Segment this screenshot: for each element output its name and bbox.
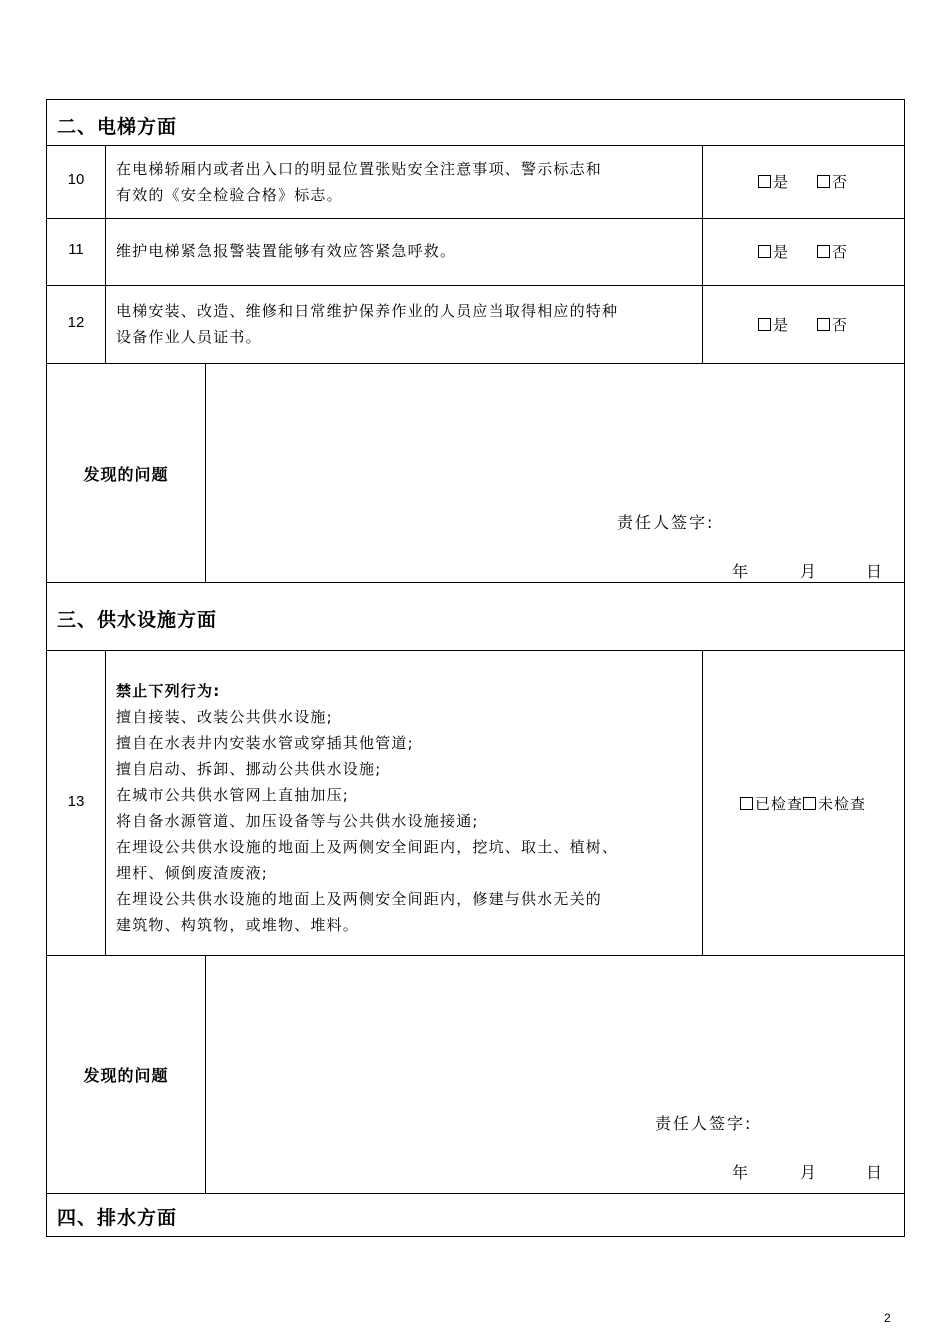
col-divider	[205, 363, 206, 582]
item-text	[116, 156, 696, 208]
section-title-drainage: 四、排水方面	[57, 1207, 178, 1229]
row-divider	[46, 218, 905, 219]
checked-options	[703, 793, 903, 814]
checkbox-yes[interactable]	[758, 175, 771, 188]
item-text	[116, 238, 696, 264]
item-line: 将自备水源管道、加压设备等与公共供水设施接通;	[116, 812, 479, 830]
checkbox-no[interactable]	[817, 318, 830, 331]
col-divider	[105, 145, 106, 363]
date-year-label: 年	[732, 1163, 749, 1182]
checkbox-checked[interactable]	[740, 797, 753, 810]
section-title-elevator: 二、电梯方面	[57, 116, 178, 138]
item-line: 在电梯轿厢内或者出入口的明显位置张贴安全注意事项、警示标志和	[116, 160, 603, 178]
problems-label: 发现的问题	[83, 1066, 169, 1085]
yes-no-options	[703, 314, 903, 335]
option-no-label: 否	[832, 316, 849, 334]
row-divider	[46, 582, 905, 583]
checkbox-yes[interactable]	[758, 245, 771, 258]
yes-no-options	[703, 171, 903, 192]
item-number: 11	[68, 241, 84, 258]
yes-no-options	[703, 241, 903, 262]
checkbox-no[interactable]	[817, 175, 830, 188]
col-divider	[105, 650, 106, 955]
option-checked-label: 已检查	[754, 795, 803, 813]
option-unchecked-label: 未检查	[818, 795, 867, 813]
option-no-label: 否	[832, 173, 849, 191]
item-text	[116, 298, 696, 350]
item-line: 擅自启动、拆卸、挪动公共供水设施;	[116, 760, 382, 778]
item-line: 在城市公共供水管网上直抽加压;	[116, 786, 350, 804]
problems-label: 发现的问题	[83, 465, 169, 484]
item-line: 建筑物、构筑物，或堆物、堆料。	[116, 916, 360, 934]
row-divider	[46, 650, 905, 651]
option-no-label: 否	[832, 243, 849, 261]
checkbox-unchecked[interactable]	[803, 797, 816, 810]
item-line: 在埋设公共供水设施的地面上及两侧安全间距内，挖坑、取土、植树、	[116, 838, 619, 856]
section-title-water-supply: 三、供水设施方面	[57, 609, 218, 631]
row-divider	[46, 1193, 905, 1194]
item-line: 有效的《安全检验合格》标志。	[116, 186, 343, 204]
option-yes-label: 是	[772, 173, 789, 191]
item-text	[116, 678, 696, 938]
item-line: 埋杆、倾倒废渣废液;	[116, 864, 269, 882]
item-line: 维护电梯紧急报警装置能够有效应答紧急呼救。	[116, 242, 457, 260]
col-divider	[205, 955, 206, 1193]
option-yes-label: 是	[772, 316, 789, 334]
row-divider	[46, 955, 905, 956]
date-year-label: 年	[732, 562, 749, 581]
item-number: 10	[67, 171, 85, 188]
item-heading: 禁止下列行为:	[116, 682, 221, 700]
row-divider	[46, 285, 905, 286]
item-line: 设备作业人员证书。	[116, 328, 262, 346]
date-day-label: 日	[866, 1163, 883, 1182]
responsible-signature-label[interactable]: 责任人签字:	[655, 1114, 753, 1133]
item-line: 电梯安装、改造、维修和日常维护保养作业的人员应当取得相应的特种	[116, 302, 619, 320]
date-month-label: 月	[800, 562, 817, 581]
item-line: 擅自接装、改装公共供水设施;	[116, 708, 333, 726]
responsible-signature-label[interactable]: 责任人签字:	[617, 513, 715, 532]
date-month-label: 月	[800, 1163, 817, 1182]
date-day-label: 日	[866, 562, 883, 581]
checkbox-yes[interactable]	[758, 318, 771, 331]
item-number: 12	[67, 314, 85, 331]
page-number: 2	[884, 1311, 891, 1325]
row-divider	[46, 145, 905, 146]
item-line: 擅自在水表井内安装水管或穿插其他管道;	[116, 734, 414, 752]
item-line: 在埋设公共供水设施的地面上及两侧安全间距内，修建与供水无关的	[116, 890, 603, 908]
checkbox-no[interactable]	[817, 245, 830, 258]
item-number: 13	[67, 793, 85, 810]
option-yes-label: 是	[772, 243, 789, 261]
row-divider	[46, 363, 905, 364]
